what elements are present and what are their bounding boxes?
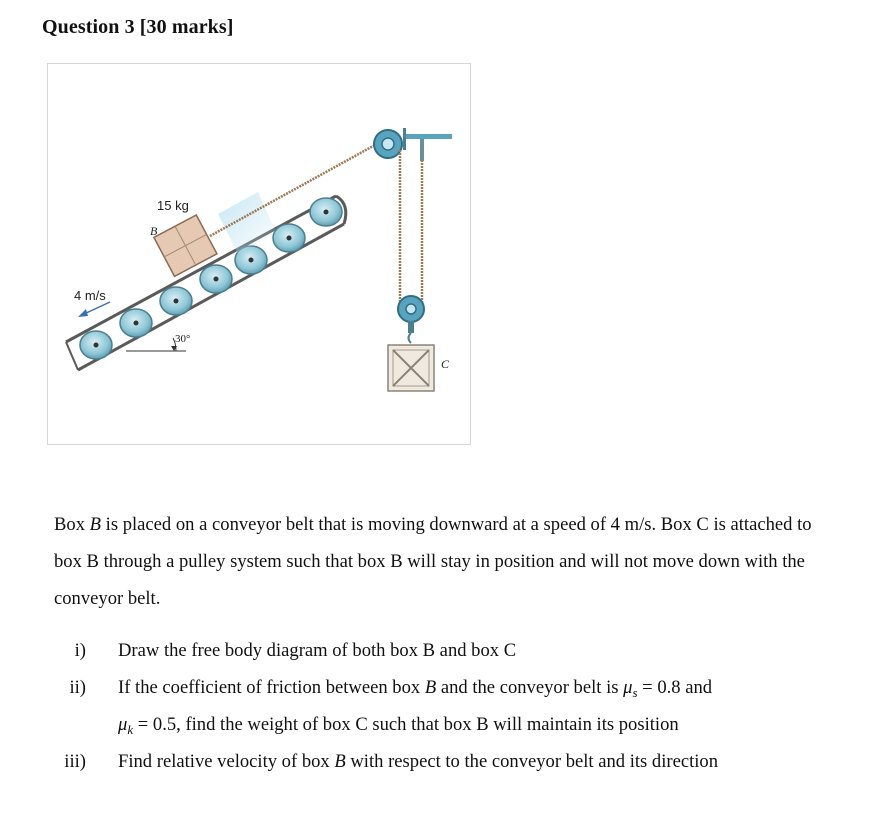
roller <box>160 287 192 315</box>
conveyor-pulley-figure <box>47 63 471 445</box>
speed-label: 4 m/s <box>74 288 106 303</box>
motion-glow <box>218 192 276 254</box>
roller <box>120 309 152 337</box>
item-text-i: Draw the free body diagram of both box B and box C <box>118 640 517 661</box>
mu-symbol: μ <box>118 714 128 735</box>
roller <box>200 265 232 293</box>
box-c <box>388 345 434 391</box>
text-segment: and the conveyor belt is <box>436 677 624 698</box>
roller <box>310 198 342 226</box>
var-b: B <box>424 677 437 698</box>
mu-symbol: μ <box>623 677 633 698</box>
item-number-i: i) <box>74 640 86 661</box>
conveyor-rollers <box>80 198 342 359</box>
item-text-ii-line1 <box>118 676 712 700</box>
var-b: B <box>334 751 346 772</box>
box-b-label: B <box>150 224 158 238</box>
mu-subscript-s: s <box>632 685 638 700</box>
text-segment: = 0.5, find the weight of box C such that box B will maintain its position <box>133 714 679 735</box>
speed-arrow <box>78 302 110 317</box>
top-pulley <box>374 130 402 158</box>
hook-anchor <box>420 139 424 161</box>
item-text-ii-line2 <box>118 713 679 737</box>
mu-subscript-k: k <box>127 722 134 737</box>
angle-label: 30° <box>175 333 191 345</box>
box-c-label: C <box>441 357 450 371</box>
statement-text: Box <box>54 514 90 535</box>
item-number-ii: ii) <box>69 677 86 698</box>
ceiling-support <box>403 128 452 150</box>
text-segment: with respect to the conveyor belt and its direction <box>345 751 719 772</box>
mass-label: 15 kg <box>157 198 189 213</box>
text-segment: If the coefficient of friction between box <box>118 677 425 698</box>
roller <box>273 224 305 252</box>
statement-text-rest: is placed on a conveyor belt that is moving downward at a speed of 4 m/s. Box C is attached to box B through a pulley system such that box B will stay in position and will not move down with the conveyor belt. <box>54 514 812 609</box>
statement-var-b: B <box>89 514 102 535</box>
roller <box>80 331 112 359</box>
figure-drawing <box>48 64 472 446</box>
text-segment: Find relative velocity of box <box>118 751 335 772</box>
item-text-iii <box>118 750 718 774</box>
question-title: Question 3 [30 marks] <box>42 16 234 38</box>
item-number-iii: iii) <box>64 751 86 772</box>
problem-statement <box>54 506 834 617</box>
lower-pulley <box>398 296 424 343</box>
mu-s-value: = 0.8 and <box>637 677 713 698</box>
